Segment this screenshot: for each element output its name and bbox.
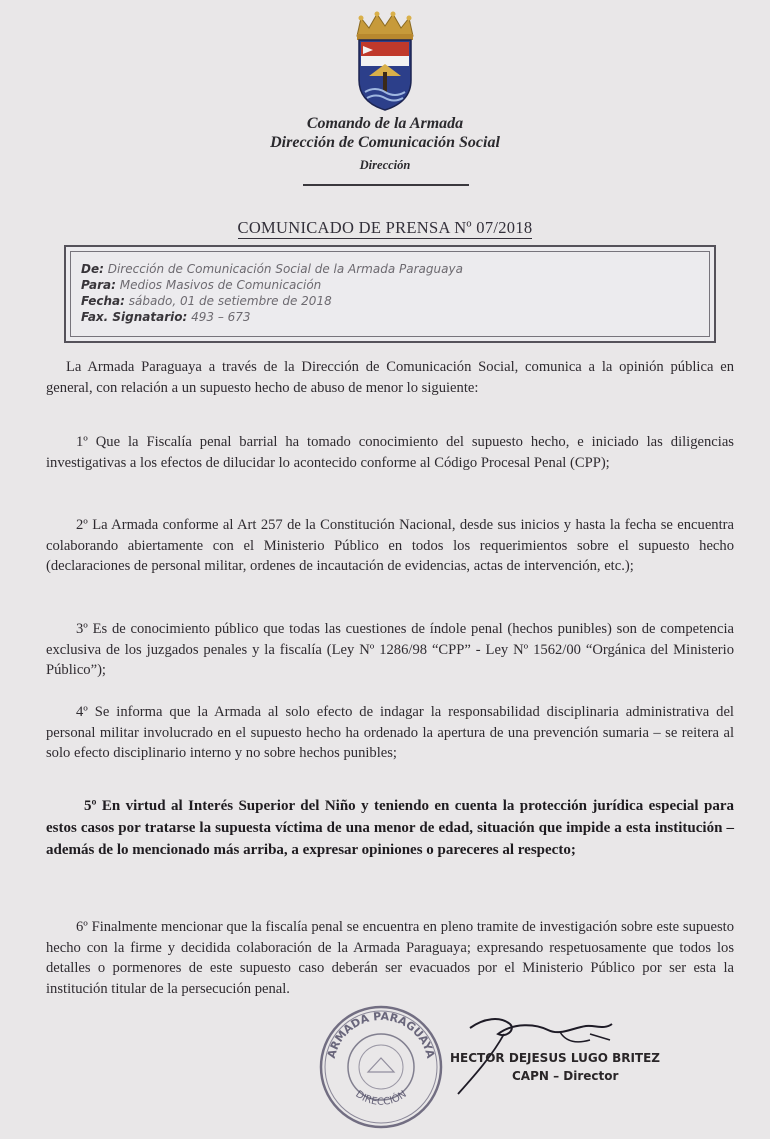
paragraph-5-bold: 5º En virtud al Interés Superior del Niño y teniendo en cuenta la protección jurídica especial para estos casos por tratarse la supuesta víctima de una menor de edad, situación que impide a esta institución – además de lo mencionado más arriba, a expresar opiniones o pareceres al respecto;	[46, 798, 734, 858]
paragraph-6: 6º Finalmente mencionar que la fiscalía penal se encuentra en pleno tramite de investigación sobre este supuesto hecho con la firme y decidida colaboración de la Armada Paraguaya; expresando respetuosamente que todos los detalles o pormenores de este supuesto caso deberán ser evacuados por el Ministerio Público por ser esta la institución titular de la persecución penal.	[46, 919, 734, 997]
info-box-inner	[70, 251, 710, 337]
paragraph-1: 1º Que la Fiscalía penal barrial ha tomado conocimiento del supuesto hecho, e iniciado las diligencias investigativas a los efectos de dilucidar lo acontecido conforme al Código Procesal Penal (CPP);	[46, 434, 734, 471]
info-to-value: Medios Masivos de Comunicación	[119, 278, 322, 292]
org-name-line3: Dirección	[359, 158, 411, 172]
paragraph-4: 4º Se informa que la Armada al solo efecto de indagar la responsabilidad disciplinaria administrativa del personal militar involucrado en el supuesto hecho ha ordenado la apertura de una prevención sumaria – se reitera al solo efecto disciplinario interno y no sobre hechos punibles;	[46, 704, 734, 761]
navy-crest-logo	[343, 10, 427, 114]
info-date-label: Fecha:	[81, 294, 125, 308]
info-date-value: sábado, 01 de setiembre de 2018	[128, 294, 332, 308]
paragraph-intro: La Armada Paraguaya a través de la Dirección de Comunicación Social, comunica a la opinión pública en general, con relación a un supuesto hecho de abuso de menor lo siguiente:	[46, 359, 734, 396]
document-title	[0, 218, 770, 238]
info-from-value: Dirección de Comunicación Social de la Armada Paraguaya	[107, 262, 463, 276]
info-from	[81, 262, 463, 276]
org-name-line1: Comando de la Armada	[306, 115, 464, 132]
document-title-text: COMUNICADO DE PRENSA Nº 07/2018	[237, 218, 533, 237]
paragraph-2: 2º La Armada conforme al Art 257 de la Constitución Nacional, desde sus inicios y hasta la fecha se encuentra colaborando abiertamente con el Ministerio Público en todos los requerimientos sobre el supuesto hecho (declaraciones de personal militar, ordenes de incautación de evidencias, actas de intervención, etc.);	[46, 517, 734, 574]
info-fax-label: Fax. Signatario:	[81, 310, 188, 324]
seal-top-text: ARMADA PARAGUAYA	[324, 1009, 438, 1060]
info-to-label: Para:	[81, 278, 116, 292]
seal-bottom-text: DIRECCIÓN	[353, 1088, 409, 1108]
signatory-name: HECTOR DEJESUS LUGO BRITEZ	[450, 1051, 661, 1065]
info-fax-value: 493 – 673	[191, 310, 251, 324]
info-to	[81, 278, 321, 292]
official-seal-stamp	[316, 1002, 446, 1132]
info-fax	[81, 310, 251, 324]
signatory-role: CAPN – Director	[512, 1069, 619, 1083]
svg-text:ARMADA PARAGUAYA	[325, 1010, 437, 1060]
svg-text:DIRECCIÓN	[353, 1089, 409, 1108]
header-divider	[303, 184, 469, 186]
info-from-label: De:	[81, 262, 104, 276]
org-name-line2: Dirección de Comunicación Social	[270, 134, 500, 151]
info-date	[81, 294, 332, 308]
paragraph-3: 3º Es de conocimiento público que todas las cuestiones de índole penal (hechos punibles) son de competencia exclusiva de los juzgados penales y la fiscalía (Ley Nº 1286/98 “CPP” - Ley Nº 1562/00 “Orgánica del Ministerio Público”);	[46, 621, 734, 678]
info-box	[64, 245, 716, 343]
